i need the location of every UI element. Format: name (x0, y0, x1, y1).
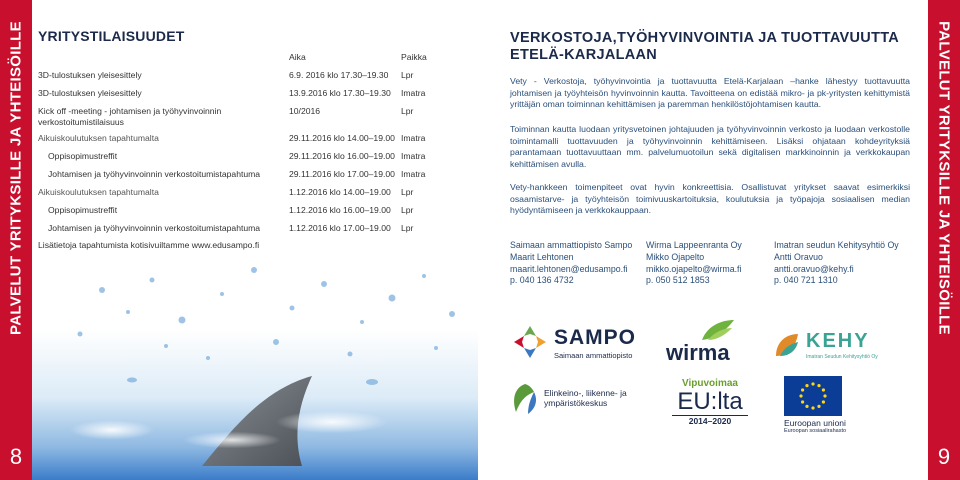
schedule-row (38, 169, 478, 187)
left-page (32, 0, 478, 480)
event-time: 13.9.2016 klo 17.30–19.30 (289, 88, 391, 98)
contact-phone: p. 050 512 1853 (646, 275, 710, 286)
contact-org: Wirma Lappeenranta Oy (646, 240, 742, 250)
right-spine-band (928, 0, 960, 480)
sampo-emblem-icon (510, 322, 550, 362)
vipuvoimaa-eu-logo (660, 378, 760, 434)
event-time: 29.11.2016 klo 17.00–19.00 (289, 169, 395, 179)
event-name: Johtamisen ja työhyvinvoinnin verkostoitumistapahtuma (48, 223, 261, 233)
event-name: Aikuiskoulutuksen tapahtumalta (38, 133, 159, 143)
wirma-logo (642, 318, 752, 368)
eu-program-mid: EU:lta (677, 388, 743, 415)
event-time: 1.12.2016 klo 17.00–19.00 (289, 223, 391, 233)
contact-name: Mikko Ojapelto (646, 251, 705, 262)
paragraph-network: Toiminnan kautta luodaan yritysvetoinen johtajuuden ja työhyvinvoinnin verkosto ja luodaan verkostolle toimintamalli tuottavuuden ja työhyvinvoinnin kehittämiseen. Lisäksi ohjataan kohdeyrityksiä parantamaan tuottavuuttaan mm. palvelumuotoilun sekä digitalisen markkinoinnin ja verkkokaupan kehittämisen avulla. (510, 124, 910, 169)
event-place: Lpr (401, 70, 414, 80)
event-name: Oppisopimustreffit (48, 151, 118, 161)
event-place: Imatra (401, 151, 426, 161)
schedule-row (38, 133, 478, 151)
event-name: Oppisopimustreffit (48, 205, 118, 215)
schedule-header (38, 52, 478, 70)
event-place: Lpr (401, 106, 414, 116)
left-page-number: 8 (9, 444, 23, 469)
ely-emblem-icon (510, 382, 540, 416)
event-name: Johtamisen ja työhyvinvoinnin verkostoitumistapahtuma (48, 169, 261, 179)
kehy-subtitle: Imatran Seudun Kehitysyhtiö Oy (806, 354, 878, 360)
contact-phone: p. 040 136 4732 (510, 275, 574, 286)
right-page (494, 0, 928, 480)
contact-phone: p. 040 721 1310 (774, 275, 838, 286)
column-header-place: Paikka (401, 52, 427, 62)
event-name: 3D-tulostuksen yleisesittely (38, 70, 142, 80)
eu-flag-caption: Euroopan unioni (784, 418, 846, 428)
column-header-time: Aika (289, 52, 306, 62)
ely-line-2: ympäristökeskus (544, 398, 608, 408)
wirma-wordmark: wirma (666, 340, 730, 365)
paragraph-measures: Vety-hankkeen toimenpiteet ovat hyvin konkreettisia. Osallistuvat yritykset saavat esimerkiksi osaamistarve- ja työyhteisön toimivuuskartoituksia, koulutuksia ja työpajoja sosiaalisen median hyödyntämiseen ja verkkokauppaan. (510, 182, 910, 216)
event-time: 1.12.2016 klo 16.00–19.00 (289, 205, 391, 215)
event-name: Aikuiskoulutuksen tapahtumalta (38, 187, 159, 197)
event-place: Lpr (401, 187, 414, 197)
schedule-row (38, 151, 478, 169)
ely-centre-logo (510, 380, 640, 420)
schedule-row (38, 70, 478, 88)
right-page-number: 9 (937, 444, 951, 469)
wirma-leaf-icon (698, 318, 738, 342)
paragraph-intro: Vety - Verkostoja, työhyvinvointia ja tuottavuutta Etelä-Karjalaan –hanke lähestyy tuottavuutta johtamisen ja työyhteisön hyvinvoinnin kautta. Tavoitteena on edistää mikro- ja pk-yritysten kehittymistä yrittäjän oman toiminnan kehittämisen ja paremman henkilöstöjohtamisen kautta. (510, 76, 910, 110)
eu-flag-logo (784, 376, 847, 436)
event-name: 3D-tulostuksen yleisesittely (38, 88, 142, 98)
contact-email[interactable]: mikko.ojapelto@wirma.fi (646, 263, 742, 274)
contact-name: Maarit Lehtonen (510, 251, 574, 262)
contact-kehy (774, 240, 899, 287)
event-place: Imatra (401, 88, 426, 98)
article-title: VERKOSTOJA,TYÖHYVINVOINTIA JA TUOTTAVUUTTA ETELÄ-KARJALAAN (510, 30, 899, 63)
contact-org: Saimaan ammattiopisto Sampo (510, 240, 633, 250)
event-time: 29.11.2016 klo 16.00–19.00 (289, 151, 395, 161)
schedule-row (38, 223, 478, 241)
sampo-name: SAMPO (554, 326, 637, 349)
kehy-logo (772, 328, 912, 368)
ely-line-1: Elinkeino-, liikenne- ja (544, 388, 627, 398)
sampo-logo (510, 322, 637, 362)
schedule-row (38, 187, 478, 205)
eu-program-years: 2014–2020 (672, 415, 748, 426)
contact-org: Imatran seudun Kehitysyhtiö Oy (774, 240, 899, 250)
eu-program-top: Vipuvoimaa (682, 378, 738, 389)
event-time: 6.9. 2016 klo 17.30–19.30 (289, 70, 389, 80)
more-info-footnote: Lisätietoja tapahtumista kotisivuiltamme www.edusampo.fi (38, 240, 260, 250)
event-place: Imatra (401, 169, 426, 179)
schedule-row (38, 205, 478, 223)
event-place: Lpr (401, 205, 414, 215)
event-time: 29.11.2016 klo 14.00–19.00 (289, 133, 395, 143)
eu-flag-icon (784, 376, 842, 416)
contact-email[interactable]: antti.oravuo@kehy.fi (774, 263, 854, 274)
contact-email[interactable]: maarit.lehtonen@edusampo.fi (510, 263, 628, 274)
page-title: YRITYSTILAISUUDET (38, 28, 185, 44)
ely-name (544, 388, 627, 408)
contact-wirma (646, 240, 742, 287)
contact-sampo (510, 240, 632, 287)
event-time: 10/2016 (289, 106, 321, 116)
event-name: Kick off -meeting - johtamisen ja työhyvinvoinnin verkostoitumistilaisuus (38, 106, 222, 127)
left-spine-band (0, 0, 32, 480)
sampo-subtitle: Saimaan ammattiopisto (554, 351, 633, 360)
event-place: Lpr (401, 223, 414, 233)
event-place: Imatra (401, 133, 426, 143)
contact-name: Antti Oravuo (774, 251, 823, 262)
right-spine-text: PALVELUT YRITYKSILLE JA YHTEISÖILLE (935, 21, 953, 335)
kehy-wordmark: KEHY (806, 330, 870, 352)
eu-flag-subcaption: Euroopan sosiaalirahasto (784, 428, 847, 434)
event-schedule (38, 52, 478, 241)
schedule-row (38, 106, 478, 133)
water-splash (32, 400, 478, 480)
left-spine-text: PALVELUT YRITYKSILLE JA YHTEISÖILLE (7, 21, 25, 335)
event-time: 1.12.2016 klo 14.00–19.00 (289, 187, 391, 197)
kehy-emblem-icon (772, 330, 802, 360)
schedule-row (38, 88, 478, 106)
